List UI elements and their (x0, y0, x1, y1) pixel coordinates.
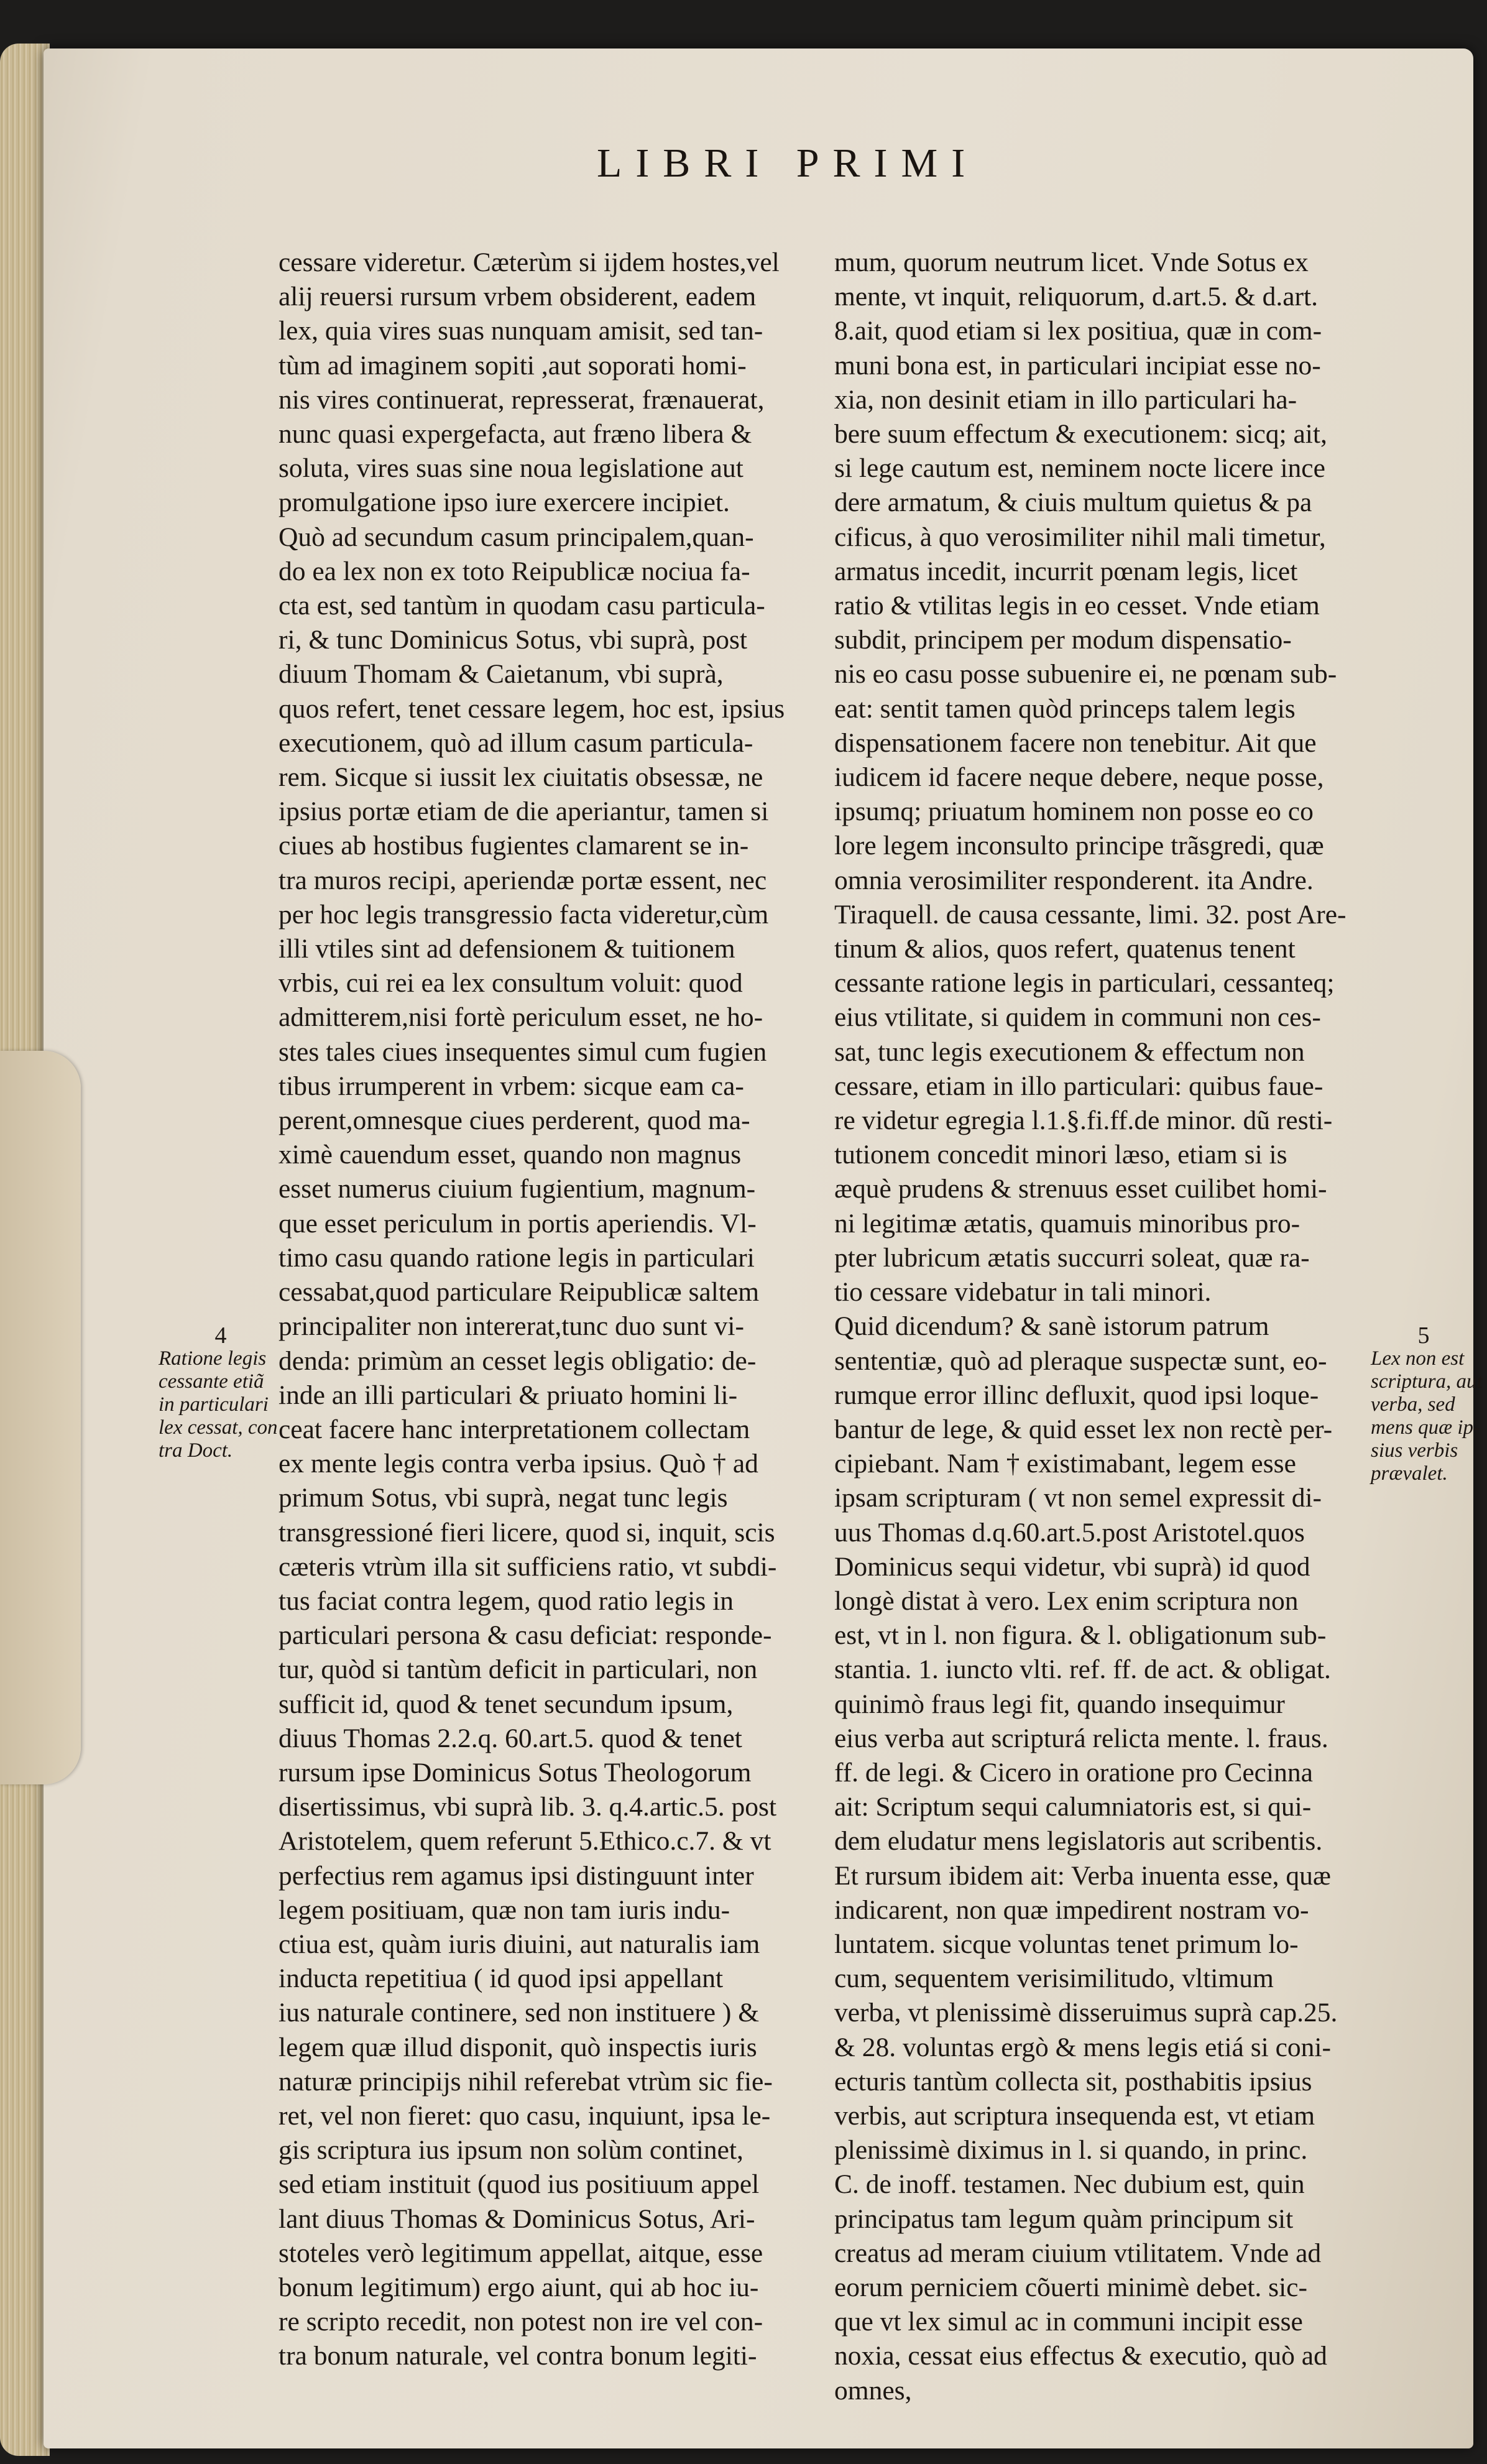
text-line: eorum perniciem cõuerti minimè debet. sic- (834, 2272, 1307, 2302)
text-line: lant diuus Thomas & Dominicus Sotus, Ari- (279, 2203, 755, 2234)
text-line: rem. Sicque si iussit lex ciuitatis obsessæ, ne (279, 762, 763, 793)
text-line: denda: primùm an cesset legis obligatio: de- (279, 1345, 757, 1376)
running-head: LIBRI PRIMI (597, 141, 979, 186)
text-line: bonum legitimum) ergo aiunt, qui ab hoc iu- (279, 2272, 759, 2302)
text-line: ri, & tunc Dominicus Sotus, vbi suprà, post (279, 625, 747, 655)
marginal-note-line: lex cessat, con (159, 1416, 278, 1439)
text-line: perfectius rem agamus ipsi distinguunt inter (279, 1860, 754, 1891)
text-line: muni bona est, in particulari incipiat esse no- (834, 350, 1321, 381)
text-column-left (279, 246, 819, 2374)
text-line: promulgatione ipso iure exercere incipiet. (279, 487, 730, 518)
text-line: iudicem id facere neque debere, neque posse, (834, 762, 1324, 793)
text-line: cipiebant. Nam † existimabant, legem esse (834, 1449, 1296, 1479)
text-line: & 28. voluntas ergò & mens legis etiá si coni- (834, 2032, 1331, 2062)
text-line: cum, sequentem verisimilitudo, vltimum (834, 1963, 1274, 1994)
marginal-note-line: in particulari (159, 1393, 269, 1416)
text-line: longè distat à vero. Lex enim scriptura non (834, 1585, 1299, 1616)
text-line: Et rursum ibidem ait: Verba inuenta esse, quæ (834, 1860, 1331, 1891)
text-line: Dominicus sequi videtur, vbi suprà) id quod (834, 1551, 1310, 1582)
text-line: quos refert, tenet cessare legem, hoc est, ipsius (279, 693, 785, 724)
marginal-note-line: scriptura, aut (1371, 1370, 1483, 1393)
text-line: sed etiam instituit (quod ius positiuum appel (279, 2169, 760, 2200)
text-line: ceat facere hanc interpretationem collectam (279, 1414, 750, 1444)
text-line: ciues ab hostibus fugientes clamarent se in- (279, 831, 749, 861)
text-line: eius vtilitate, si quidem in communi non ces- (834, 1002, 1321, 1033)
text-line: tra muros recipi, aperiendæ portæ essent, nec (279, 865, 767, 895)
text-line: ait: Scriptum sequi calumniatoris est, si qui- (834, 1792, 1312, 1822)
text-line: admitterem,nisi fortè periculum esset, ne ho- (279, 1002, 763, 1033)
marginal-note-number: 5 (1417, 1322, 1430, 1349)
text-line: particulari persona & casu deficiat: responde- (279, 1620, 772, 1651)
text-line: ius naturale continere, sed non instituere ) & (279, 1998, 760, 2028)
marginal-note-right (1371, 1322, 1483, 1485)
text-line: lex, quia vires suas nunquam amisit, sed tan- (279, 316, 763, 346)
text-line: Quid dicendum? & sanè istorum patrum (834, 1311, 1269, 1342)
marginal-note-line: verba, sed (1371, 1393, 1455, 1416)
text-line: si lege cautum est, neminem nocte licere ince (834, 453, 1325, 484)
text-line: rursum ipse Dominicus Sotus Theologorum (279, 1757, 752, 1788)
text-line: inde an illi particulari & priuato homini li- (279, 1380, 738, 1410)
text-line: lore legem inconsulto principe trãsgredi, quæ (834, 831, 1324, 861)
text-line: principatus tam legum quàm principum sit (834, 2203, 1294, 2234)
text-line: ximè cauendum esset, quando non magnus (279, 1140, 742, 1170)
text-line: verbis, aut scriptura insequenda est, vt etiam (834, 2100, 1315, 2131)
text-line: tur, quòd si tantùm deficit in particulari, non (279, 1654, 758, 1685)
text-line: cta est, sed tantùm in quodam casu particula- (279, 591, 765, 621)
text-line: armatus incedit, incurrit pœnam legis, licet (834, 556, 1298, 586)
text-line: primum Sotus, vbi suprà, negat tunc legis (279, 1483, 728, 1513)
text-line: dem eludatur mens legislatoris aut scribentis. (834, 1826, 1323, 1857)
text-line: legem positiuam, quæ non tam iuris indu- (279, 1894, 730, 1925)
text-line: Tiraquell. de causa cessante, limi. 32. post Are- (834, 899, 1347, 930)
text-line: stantia. 1. iuncto vlti. ref. ff. de act. & obligat. (834, 1654, 1331, 1685)
text-line: que vt lex simul ac in communi incipit esse (834, 2307, 1303, 2337)
marginal-note-line: sius verbis (1371, 1439, 1458, 1462)
text-line: timo casu quando ratione legis in particulari (279, 1242, 755, 1273)
text-line: Aristotelem, quem referunt 5.Ethico.c.7. & vt (279, 1826, 771, 1857)
marginal-note-number: 4 (214, 1322, 227, 1349)
text-line: naturæ principijs nihil referebat vtrùm sic fie- (279, 2066, 773, 2097)
text-line: mum, quorum neutrum licet. Vnde Sotus ex (834, 247, 1309, 277)
text-line: bere suum effectum & executionem: sicq; ait, (834, 419, 1327, 450)
text-line: cessare, etiam in illo particulari: quibus faue- (834, 1071, 1324, 1101)
text-line: diuum Thomam & Caietanum, vbi suprà, (279, 659, 724, 690)
text-line: eat: sentit tamen quòd princeps talem legis (834, 693, 1296, 724)
text-line: esset numerus ciuium fugientium, magnum- (279, 1174, 756, 1204)
text-line: rumque error illinc defluxit, quod ipsi loque- (834, 1380, 1319, 1410)
text-line: tibus irrumperent in vrbem: sicque eam ca- (279, 1071, 744, 1101)
text-line: alij reuersi rursum vrbem obsiderent, eadem (279, 282, 757, 312)
text-line: tio cessare videbatur in tali minori. (834, 1277, 1212, 1308)
text-line: cessante ratione legis in particulari, cessanteq; (834, 968, 1335, 999)
text-line: ni legitimæ ætatis, quamuis minoribus pro- (834, 1208, 1301, 1239)
text-line: quinimò fraus legi fit, quando insequimur (834, 1689, 1285, 1719)
marginal-note-line: prævalet. (1371, 1462, 1448, 1485)
text-line: inducta repetitiua ( id quod ipsi appellant (279, 1963, 724, 1994)
text-line: diuus Thomas 2.2.q. 60.art.5. quod & tenet (279, 1723, 742, 1753)
text-line: perent,omnesque ciues perderent, quod ma- (279, 1105, 750, 1136)
text-line: eius verba aut scripturá relicta mente. l. fraus. (834, 1723, 1328, 1753)
text-line: mente, vt inquit, reliquorum, d.art.5. & d.art. (834, 282, 1319, 312)
text-line: indicarent, non quæ impedirent nostram vo- (834, 1894, 1309, 1925)
text-line: sufficit id, quod & tenet secundum ipsum, (279, 1689, 734, 1719)
marginal-note-line: cessante etiã (159, 1370, 264, 1393)
text-line: re scripto recedit, non potest non ire vel con- (279, 2307, 763, 2337)
text-line: tùm ad imaginem sopiti ,aut soporati homi- (279, 350, 747, 381)
text-line: C. de inoff. testamen. Nec dubium est, quin (834, 2169, 1305, 2200)
text-line: subdit, principem per modum dispensatio- (834, 625, 1292, 655)
text-line: stes tales ciues insequentes simul cum fugien (279, 1036, 767, 1067)
text-line: 8.ait, quod etiam si lex positiua, quæ in com- (834, 316, 1322, 346)
text-line: do ea lex non ex toto Reipublicæ nociua fa- (279, 556, 750, 586)
text-line: bantur de lege, & quid esset lex non rectè per- (834, 1414, 1333, 1444)
marginal-note-line: Ratione legis (159, 1347, 267, 1370)
text-line: cificus, à quo verosimiliter nihil mali timetur, (834, 522, 1326, 552)
text-line: dere armatum, & ciuis multum quietus & pa (834, 487, 1312, 518)
text-line: illi vtiles sint ad defensionem & tuitionem (279, 934, 735, 964)
text-line: omnes, (834, 2375, 912, 2406)
text-line: ret, vel non fieret: quo casu, inquiunt, ipsa le- (279, 2100, 771, 2131)
text-line: cessabat,quod particulare Reipublicæ saltem (279, 1277, 760, 1308)
text-line: per hoc legis transgressio facta videretur,cùm (279, 899, 769, 930)
text-line: ecturis tantùm collecta sit, posthabitis ipsius (834, 2066, 1312, 2097)
text-line: creatus ad meram ciuium vtilitatem. Vnde ad (834, 2238, 1322, 2268)
text-line: nis vires continuerat, represserat, frænauerat, (279, 384, 765, 415)
text-line: ipsumq; priuatum hominem non posse eo co (834, 796, 1314, 827)
text-line: tinum & alios, quos refert, quatenus tenent (834, 934, 1296, 964)
text-line: ratio & vtilitas legis in eo cesset. Vnde etiam (834, 591, 1320, 621)
text-line: plenissimè diximus in l. si quando, in princ. (834, 2135, 1308, 2166)
text-line: pter lubricum ætatis succurri soleat, quæ ra- (834, 1242, 1310, 1273)
text-line: dispensationem facere non tenebitur. Ait que (834, 727, 1317, 758)
text-line: cessare videretur. Cæterùm si ijdem hostes,vel (279, 247, 780, 277)
text-line: ctiua est, quàm iuris diuini, aut naturalis iam (279, 1929, 760, 1959)
text-line: verba, vt plenissimè disseruimus suprà cap.25. (834, 1998, 1338, 2028)
text-line: transgressioné fieri licere, quod si, inquit, scis (279, 1517, 775, 1548)
text-line: nis eo casu posse subuenire ei, ne pœnam sub- (834, 659, 1337, 690)
marginal-note-left (159, 1324, 283, 1462)
text-line: legem quæ illud disponit, quò inspectis iuris (279, 2032, 757, 2062)
text-line: disertissimus, vbi suprà lib. 3. q.4.artic.5. post (279, 1792, 777, 1822)
text-line: gis scriptura ius ipsum non solùm continet, (279, 2135, 744, 2166)
page-tab-foldout (0, 1051, 81, 1784)
text-line: vrbis, cui rei ea lex consultum voluit: quod (279, 968, 743, 999)
text-column-right (834, 246, 1375, 2408)
text-line: noxia, cessat eius effectus & executio, quò ad (834, 2341, 1327, 2371)
text-line: nunc quasi expergefacta, aut fræno libera & (279, 419, 752, 450)
text-line: tra bonum naturale, vel contra bonum legiti- (279, 2341, 757, 2371)
marginal-note-line: tra Doct. (159, 1439, 233, 1462)
text-line: tutionem concedit minori læso, etiam si is (834, 1140, 1287, 1170)
text-line: ipsam scripturam ( vt non semel expressit di- (834, 1483, 1322, 1513)
text-line: tus faciat contra legem, quod ratio legis in (279, 1585, 734, 1616)
text-line: ipsius portæ etiam de die aperiantur, tamen si (279, 796, 769, 827)
text-line: xia, non desinit etiam in illo particulari ha- (834, 384, 1297, 415)
text-line: Quò ad secundum casum principalem,quan- (279, 522, 754, 552)
text-line: est, vt in l. non figura. & l. obligationum sub- (834, 1620, 1327, 1651)
text-line: sat, tunc legis executionem & effectum non (834, 1036, 1305, 1067)
marginal-note-line: Lex non est (1371, 1347, 1465, 1370)
text-line: sententiæ, quò ad pleraque suspectæ sunt, eo- (834, 1345, 1327, 1376)
text-line: luntatem. sicque voluntas tenet primum lo- (834, 1929, 1299, 1959)
text-line: stoteles verò legitimum appellat, aitque, esse (279, 2238, 763, 2268)
text-line: ff. de legi. & Cicero in oratione pro Cecinna (834, 1757, 1313, 1788)
text-line: uus Thomas d.q.60.art.5.post Aristotel.quos (834, 1517, 1305, 1548)
text-line: executionem, quò ad illum casum particula- (279, 727, 753, 758)
marginal-note-line: mens quæ ip- (1371, 1416, 1480, 1439)
text-line: soluta, vires suas sine noua legislatione aut (279, 453, 744, 484)
text-line: æquè prudens & strenuus esset cuilibet homi- (834, 1174, 1327, 1204)
text-line: re videtur egregia l.1.§.fi.ff.de minor. dũ resti- (834, 1105, 1333, 1136)
text-line: cæteris vtrùm illa sit sufficiens ratio, vt subdi- (279, 1551, 777, 1582)
text-line: que esset periculum in portis aperiendis. Vl- (279, 1208, 757, 1239)
text-line: principaliter non intererat,tunc duo sunt vi- (279, 1311, 744, 1342)
text-line: ex mente legis contra verba ipsius. Quò † ad (279, 1449, 758, 1479)
text-line: omnia verosimiliter responderent. ita Andre. (834, 865, 1314, 895)
